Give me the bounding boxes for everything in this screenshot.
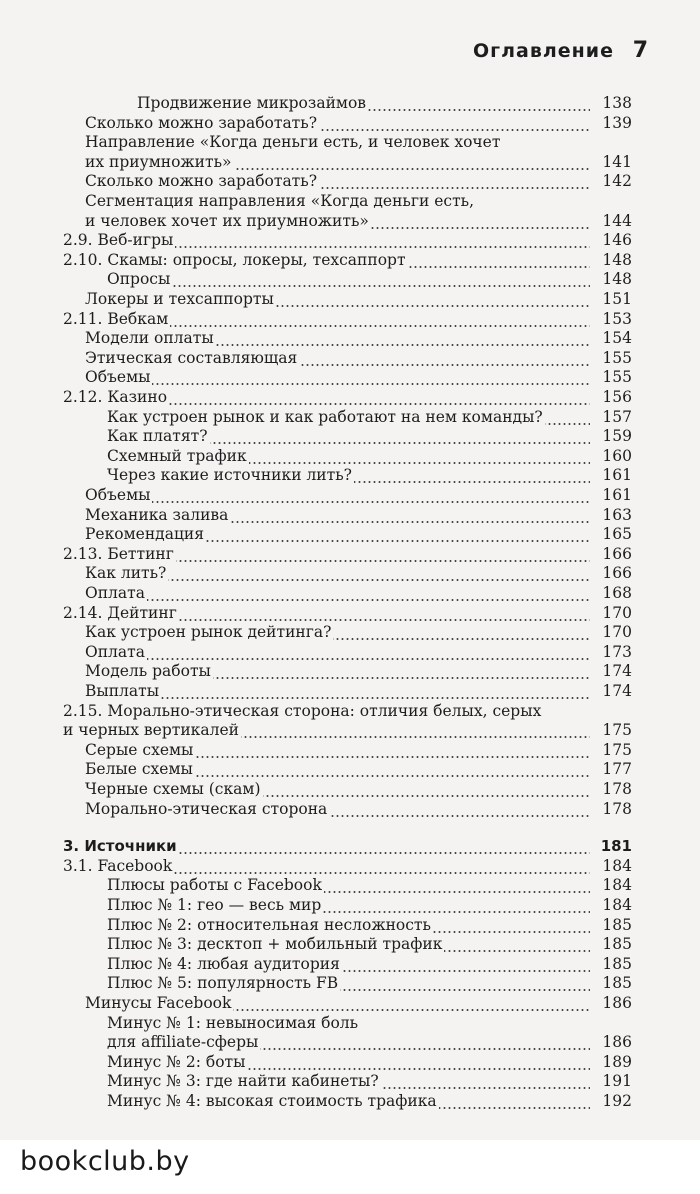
toc-entry-text (63, 720, 590, 740)
toc-page-number: 174 (592, 661, 632, 681)
toc-page-number: 189 (592, 1052, 632, 1072)
toc-page-number: 166 (592, 563, 632, 583)
toc-page-number: 178 (592, 779, 632, 799)
toc-page-number: 161 (592, 485, 632, 505)
toc-page-number: 160 (592, 446, 632, 466)
toc-page-number: 156 (592, 387, 632, 407)
toc-entry-text (107, 446, 590, 466)
toc-entry-text (85, 211, 590, 231)
toc-entry-title: Белые схемы (85, 760, 193, 779)
toc-entry-text (85, 485, 590, 505)
toc-page-number: 144 (592, 211, 632, 231)
toc-entry-title: 2.10. Скамы: опросы, локеры, техсаппорт (63, 250, 406, 269)
toc-entry-title: и человек хочет их приумножить» (85, 211, 369, 230)
toc-page-number: 139 (592, 113, 632, 133)
toc-entry-text (85, 622, 590, 642)
toc-entry-text (85, 661, 590, 681)
toc-entry-text (85, 681, 590, 701)
toc-entry-text (85, 348, 590, 368)
toc-page-number: 161 (592, 465, 632, 485)
toc-entry-text (85, 993, 590, 1013)
toc-page-number: 155 (592, 348, 632, 368)
toc-entry-title: для affiliate-сферы (107, 1033, 259, 1052)
toc-page-number: 148 (592, 269, 632, 289)
toc-page-number: 155 (592, 367, 632, 387)
toc-entry-title: Плюсы работы с Facebook (107, 876, 322, 895)
toc-entry-text (63, 836, 590, 856)
toc-entry-text (85, 171, 590, 191)
toc-entry-title: Минусы Facebook (85, 994, 232, 1012)
toc-entry-text (107, 895, 590, 915)
toc-page-number: 175 (592, 720, 632, 740)
toc-entry-text (85, 799, 590, 819)
toc-entry-title: Этическая составляющая (85, 348, 298, 367)
toc-entry-title: Объемы (85, 486, 151, 504)
page-number: 7 (632, 38, 648, 63)
toc-entry-title: Через какие источники лить? (107, 466, 352, 485)
toc-entry-title: Опросы (107, 270, 171, 289)
toc-entry-text (107, 426, 590, 446)
toc-entry-title: Оплата (85, 642, 145, 661)
toc-page-number: 141 (592, 152, 632, 172)
toc-page-number: 177 (592, 759, 632, 779)
toc-page-number: 174 (592, 681, 632, 701)
toc-entry-title: 2.14. Дейтинг (63, 603, 177, 622)
toc-entry-text (63, 603, 590, 623)
toc-entry-text (107, 407, 590, 427)
toc-entry-text (107, 934, 590, 954)
toc-entry-title: Плюс № 1: гео — весь мир (107, 896, 322, 914)
toc-entry-title: Серые схемы (85, 740, 194, 759)
toc-entry-text (63, 701, 541, 721)
toc-entry-text (107, 1071, 590, 1091)
toc-entry-title: Плюс № 2: относительная несложность (107, 915, 431, 934)
toc-entry-title: 2.12. Казино (63, 388, 168, 406)
toc-entry-title: 2.9. Веб-игры (63, 231, 174, 250)
toc-entry-title: 2.13. Беттинг (63, 544, 174, 563)
watermark-bar (0, 1140, 700, 1194)
toc-page-number: 138 (592, 93, 632, 113)
toc-entry-title: Как устроен рынок дейтинга? (85, 623, 332, 642)
toc-page-number: 142 (592, 171, 632, 191)
toc-entry-text (63, 544, 590, 564)
toc-page-number: 185 (592, 915, 632, 935)
toc-page-number: 184 (592, 895, 632, 915)
toc-entry-text (85, 191, 474, 211)
toc-page-number: 151 (592, 289, 632, 309)
toc-entry-text (85, 524, 590, 544)
toc-page-number: 184 (592, 856, 632, 876)
toc-page-number: 146 (592, 230, 632, 250)
toc-page-number: 186 (592, 993, 632, 1013)
toc-page-number: 181 (592, 836, 632, 856)
toc-entry-title: Направление «Когда деньги есть, и человек хочет (85, 133, 501, 152)
toc-entry-text (137, 93, 590, 113)
toc-entry-title: Черные схемы (скам) (85, 780, 261, 798)
toc-page-number: 154 (592, 328, 632, 348)
toc-page-number: 163 (592, 505, 632, 525)
toc-page-number: 186 (592, 1032, 632, 1052)
toc-entry-title: Как платят? (107, 427, 208, 446)
toc-entry-title: Морально-этическая сторона (85, 799, 328, 818)
toc-entry-text (85, 740, 590, 760)
toc-entry-text (85, 113, 590, 133)
toc-entry-title: и черных вертикалей (63, 721, 239, 740)
toc-entry-title: Сколько можно заработать? (85, 172, 318, 191)
toc-entry-title: Сколько можно заработать? (85, 113, 318, 132)
toc-entry-title: Оплата (85, 584, 145, 602)
toc-entry-text (63, 856, 590, 876)
toc-entry-text (85, 779, 590, 799)
toc-entry-text (107, 954, 590, 974)
toc-entry-title: 2.11. Вебкам (63, 309, 169, 328)
toc-entry-title: Выплаты (85, 682, 160, 700)
toc-page-number: 166 (592, 544, 632, 564)
running-header (0, 40, 700, 70)
toc-page-number: 185 (592, 954, 632, 974)
toc-entry-title: Объемы (85, 368, 151, 387)
toc-page-number: 159 (592, 426, 632, 446)
toc-entry-title: Модели оплаты (85, 329, 214, 348)
toc-page-number: 153 (592, 309, 632, 329)
toc-entry-text (85, 328, 590, 348)
toc-entry-text (107, 269, 590, 289)
toc-entry-title: Локеры и техсаппорты (85, 290, 274, 308)
toc-entry-text (85, 583, 590, 603)
toc-page-number: 148 (592, 250, 632, 270)
toc-entry-title: Минус № 1: невыносимая боль (107, 1013, 359, 1032)
toc-entry (0, 1091, 700, 1115)
toc-entry-title: Механика залива (85, 505, 229, 524)
toc-entry-text (107, 1032, 590, 1052)
toc-page-number: 191 (592, 1071, 632, 1091)
toc-page-number: 192 (592, 1091, 632, 1111)
toc-entry-title: Рекомендация (85, 525, 205, 544)
site-logo: bookclub.by (20, 1146, 190, 1177)
toc-entry-title: Как устроен рынок и как работают на нем команды? (107, 407, 543, 426)
toc-page-number: 173 (592, 642, 632, 662)
toc-page-number: 168 (592, 583, 632, 603)
toc-entry-text (85, 289, 590, 309)
toc-entry-title: Модель работы (85, 662, 211, 681)
toc-entry-text (107, 465, 590, 485)
toc-page-number: 157 (592, 407, 632, 427)
toc-entry-title: их приумножить» (85, 152, 232, 171)
toc-entry (0, 799, 700, 823)
toc-entry-text (85, 367, 590, 387)
toc-page-number: 184 (592, 875, 632, 895)
toc-entry-title: Минус № 2: боты (107, 1052, 246, 1071)
toc-entry-title: Сегментация направления «Когда деньги есть, (85, 192, 475, 210)
toc-entry-text (107, 1013, 358, 1033)
toc-entry-text (63, 309, 590, 329)
toc-entry-title: Схемный трафик (107, 446, 247, 465)
toc-entry-text (85, 563, 590, 583)
toc-entry-text (63, 387, 590, 407)
toc-entry-text (63, 250, 590, 270)
toc-entry-title: 3.1. Facebook (63, 856, 173, 875)
toc-entry-title: Плюс № 3: десктоп + мобильный трафик (107, 935, 443, 954)
toc-entry-title: Плюс № 4: любая аудитория (107, 954, 340, 973)
toc-page-number: 175 (592, 740, 632, 760)
toc-entry-text (85, 505, 590, 525)
toc-entry-text (107, 973, 590, 993)
toc-page-number: 170 (592, 622, 632, 642)
toc-page-number: 185 (592, 973, 632, 993)
toc-entry-title: Продвижение микрозаймов (137, 94, 367, 112)
toc-entry-text (85, 642, 590, 662)
toc-page-number: 170 (592, 603, 632, 623)
toc-page-number: 178 (592, 799, 632, 819)
running-title: Оглавление (473, 40, 614, 62)
toc-entry-title: 3. Источники (63, 837, 177, 856)
toc-entry-title: 2.15. Морально-этическая сторона: отличия белых, серых (63, 701, 542, 720)
toc-entry-text (85, 759, 590, 779)
toc-entry-text (63, 230, 590, 250)
toc-entry-text (85, 152, 590, 172)
toc-page-number: 165 (592, 524, 632, 544)
toc-entry-title: Минус № 4: высокая стоимость трафика (107, 1092, 437, 1110)
toc-entry-text (107, 875, 590, 895)
toc-entry-title: Плюс № 5: популярность FB (107, 974, 339, 993)
toc-entry-text (107, 1052, 590, 1072)
toc-page-number: 185 (592, 934, 632, 954)
toc-entry-text (107, 915, 590, 935)
toc-entry-title: Как лить? (85, 564, 167, 583)
toc-entry-text (107, 1091, 590, 1111)
toc-entry-title: Минус № 3: где найти кабинеты? (107, 1072, 379, 1091)
toc-entry-text (85, 132, 500, 152)
